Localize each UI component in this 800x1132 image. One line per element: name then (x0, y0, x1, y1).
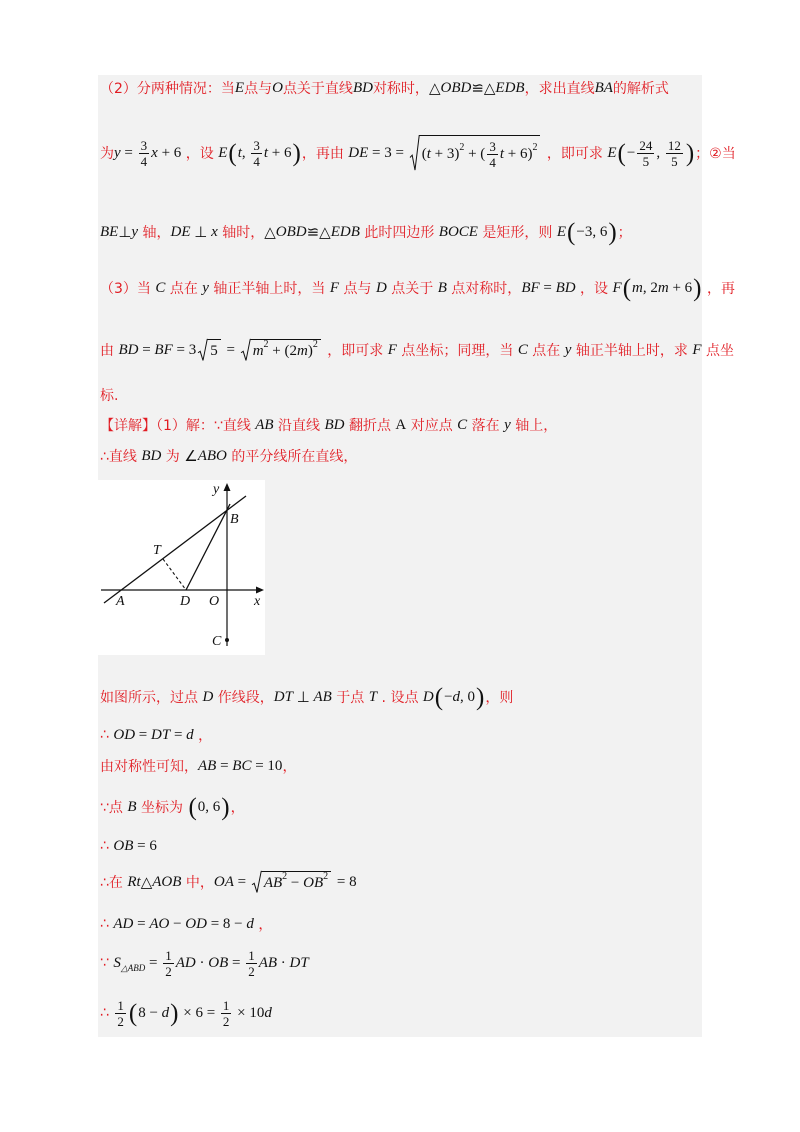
math-variable: y (114, 144, 121, 161)
math-symbol: · (277, 954, 290, 971)
math-variable: BD (352, 79, 373, 96)
text-segment: 于点 (331, 690, 369, 706)
fraction-numerator (221, 998, 232, 1014)
text-segment: （2）分两种情况：当 (100, 81, 235, 97)
text-segment: 由 (100, 343, 119, 359)
math-symbol: △ (140, 874, 153, 891)
bracket: ) (693, 274, 702, 302)
fraction (251, 138, 262, 169)
text-segment: 是矩形，则 (477, 225, 557, 241)
math-variable: AD (175, 954, 196, 971)
label-point-c: C (212, 634, 222, 649)
math-symbol: 4 (140, 153, 148, 169)
math-variable: E (218, 144, 228, 161)
fraction-denominator (669, 154, 680, 169)
math-symbol: A (395, 416, 407, 433)
text-segment: ∴在 (100, 875, 128, 891)
math-variable: d (264, 1004, 272, 1021)
text-segment: ，求出直线 (524, 81, 595, 97)
math-symbol: + 6 (668, 279, 693, 296)
text-segment: 点在 (165, 281, 203, 297)
math-symbol: 3 (253, 137, 260, 153)
fraction-numerator (251, 138, 262, 154)
label-point-t: T (153, 543, 161, 558)
math-variable: C (155, 279, 166, 296)
solution-line-4 (100, 266, 735, 310)
math-variable: t (499, 146, 504, 162)
fraction (666, 138, 683, 169)
fraction-denominator (139, 154, 150, 169)
math-variable: AOB (152, 873, 182, 890)
math-variable: F (612, 279, 622, 296)
fraction (246, 948, 257, 979)
text-segment: 【详解】（1）解：∵直线 (100, 418, 256, 434)
text-segment: ，设 (181, 146, 219, 162)
math-variable: B (127, 798, 137, 815)
math-variable: DE (348, 144, 369, 161)
math-variable: F (692, 341, 702, 358)
bracket: ) (170, 999, 179, 1027)
text-segment: ，即可求 (542, 146, 608, 162)
math-variable: m (657, 279, 669, 296)
fraction-denominator (115, 1014, 126, 1029)
fraction (163, 948, 174, 979)
math-variable: D (422, 688, 434, 705)
math-variable: B (437, 279, 447, 296)
math-variable: EDB (495, 79, 525, 96)
math-variable: t (426, 146, 431, 162)
text-segment: ∴ (100, 916, 114, 932)
text-segment: 为 (100, 146, 114, 162)
math-symbol: = (135, 726, 151, 743)
math-variable: OB (113, 837, 134, 854)
math-symbol: ⊥ (118, 224, 132, 241)
label-point-b: B (230, 512, 239, 527)
text-segment: ，再 (702, 281, 735, 297)
text-segment: 为 (161, 449, 185, 465)
text-segment: 轴， (138, 225, 171, 241)
math-symbol: , (656, 144, 664, 161)
solution-line-12 (100, 785, 245, 829)
radical-sign (410, 135, 420, 171)
math-variable: m (297, 343, 308, 359)
math-variable: y (202, 279, 209, 296)
square-root (410, 135, 541, 171)
math-symbol: ∠ (184, 448, 198, 465)
math-variable: x (151, 144, 158, 161)
math-variable: E (556, 223, 567, 240)
label-x-axis: x (254, 594, 261, 609)
math-variable: d (246, 915, 254, 932)
math-symbol: 5 (210, 343, 218, 359)
math-variable: BF (521, 279, 540, 296)
math-symbol: = 8 − (206, 915, 247, 932)
math-symbol: = (539, 279, 556, 296)
text-segment: （3）当 (100, 281, 156, 297)
math-symbol: , 2 (642, 279, 658, 296)
text-segment: 由对称性可知， (100, 759, 198, 775)
math-symbol: × 6 = (179, 1004, 219, 1021)
math-variable: x (211, 223, 218, 240)
math-variable: t (263, 144, 269, 161)
math-symbol: × 10 (233, 1004, 265, 1021)
solution-line-8 (100, 434, 357, 478)
text-segment: ∵点 (100, 800, 128, 816)
text-segment: 的平分线所在直线， (226, 449, 358, 465)
text-segment: 作线段， (213, 690, 274, 706)
text-segment: 对称时， (372, 81, 429, 97)
fraction-numerator (139, 138, 150, 154)
fraction (487, 139, 498, 170)
math-variable: BC (232, 757, 252, 774)
math-symbol: ( (421, 146, 427, 162)
math-symbol: , 0 (460, 688, 476, 705)
solution-line-17 (100, 991, 272, 1035)
math-variable: BF (154, 341, 173, 358)
bracket: ) (608, 218, 617, 246)
math-variable: F (329, 279, 340, 296)
math-symbol: −3, 6 (576, 223, 608, 240)
math-symbol: + 6) (503, 146, 533, 162)
solution-line-11 (100, 744, 296, 788)
math-variable: BD (141, 447, 162, 464)
math-variable: AB (198, 757, 217, 774)
text-segment: ， (230, 800, 245, 816)
text-segment: 的解析式 (612, 81, 669, 97)
math-symbol: = (138, 341, 155, 358)
math-symbol: = (233, 873, 250, 890)
math-symbol: · (195, 954, 209, 971)
text-segment: 落在 (467, 418, 505, 434)
text-segment: ， (282, 759, 297, 775)
math-symbol: 2 (222, 1013, 230, 1029)
math-variable: OA (213, 873, 234, 890)
math-variable: C (457, 416, 468, 433)
math-symbol: 3 (489, 139, 496, 154)
solution-line-14 (100, 860, 357, 904)
text-segment: 此时四边形 (359, 225, 439, 241)
math-variable: BD (118, 341, 139, 358)
bracket: ( (434, 683, 444, 711)
math-symbol: 8 − (138, 1004, 162, 1021)
math-variable: F (387, 341, 397, 358)
text-segment: 轴正半轴上时，求 (571, 343, 693, 359)
math-variable: AB (263, 875, 283, 891)
math-variable: m (632, 279, 643, 296)
math-symbol: = (216, 757, 233, 774)
label-point-o: O (209, 594, 220, 609)
radicand (262, 871, 331, 893)
math-symbol: 5 (671, 153, 678, 169)
math-symbol: 0, 6 (197, 798, 221, 815)
math-variable: t (237, 144, 242, 161)
math-symbol: = 8 (333, 873, 357, 890)
math-variable: ABO (197, 447, 227, 464)
math-variable: OD (185, 915, 207, 932)
superscript: 2 (282, 871, 288, 882)
math-symbol: = 6 (133, 837, 157, 854)
text-segment: ，则 (485, 690, 514, 706)
label-point-d: D (180, 594, 191, 609)
math-variable: DT (273, 688, 293, 705)
math-symbol: − (169, 915, 186, 932)
math-symbol: = 10 (251, 757, 283, 774)
math-variable: y (131, 223, 139, 240)
bracket: ( (567, 218, 576, 246)
square-root (252, 871, 331, 893)
text-segment: 标. (100, 388, 119, 404)
text-segment: ，再由 (301, 146, 349, 162)
text-segment: 点坐标；同理，当 (396, 343, 518, 359)
text-segment: ，设 (575, 281, 613, 297)
text-segment: 轴时， (217, 225, 265, 241)
fraction-numerator (637, 138, 654, 154)
bracket: ( (228, 139, 237, 167)
math-symbol: = (170, 726, 187, 743)
fraction (637, 138, 654, 169)
math-symbol: = 3 (172, 341, 197, 358)
superscript: 2 (323, 871, 329, 882)
math-symbol: ) (307, 343, 313, 359)
math-symbol: 4 (489, 155, 496, 170)
math-symbol: (2 (284, 343, 297, 359)
math-variable: AB (255, 416, 274, 433)
fraction (221, 998, 232, 1029)
fraction-numerator (163, 948, 174, 964)
math-symbol: ⊥ (190, 224, 212, 241)
text-segment: ∴直线 (100, 449, 142, 465)
math-variable: E (607, 144, 617, 161)
math-symbol: 1 (165, 947, 172, 963)
superscript: 2 (312, 339, 318, 350)
text-segment: ，即可求 (322, 343, 388, 359)
text-segment: ， (253, 917, 273, 933)
math-symbol: 2 (248, 963, 255, 979)
math-variable: OB (303, 875, 324, 891)
bracket: ) (476, 683, 485, 711)
math-variable: AB (313, 688, 332, 705)
math-variable: BE (100, 223, 119, 240)
fraction-denominator (251, 154, 262, 169)
solution-line-2 (100, 131, 736, 175)
math-variable: AD (113, 915, 134, 932)
bracket: ( (622, 274, 632, 302)
text-segment: 点与 (244, 81, 273, 97)
math-variable: AO (149, 915, 170, 932)
radical-sign (241, 339, 251, 361)
text-segment: 轴上， (510, 418, 558, 434)
math-variable: DE (170, 223, 191, 240)
math-variable: T (368, 688, 378, 705)
solution-line-1 (100, 66, 669, 110)
bracket: ( (128, 999, 138, 1027)
math-variable: BOCE (438, 223, 478, 240)
text-segment: 点关于 (386, 281, 438, 297)
superscript: 2 (532, 142, 538, 153)
math-symbol: 2 (165, 963, 172, 979)
math-symbol: = (133, 915, 150, 932)
text-segment: ∵ (100, 955, 114, 971)
fraction-numerator (487, 139, 498, 155)
math-variable: d (186, 726, 194, 743)
fraction-denominator (641, 154, 652, 169)
math-variable: O (272, 79, 283, 96)
math-symbol: 2 (117, 1013, 124, 1029)
radicand (251, 339, 321, 361)
fraction-denominator (163, 964, 174, 979)
solution-line-3 (100, 210, 632, 254)
math-symbol: = (145, 954, 162, 971)
math-symbol: − (287, 875, 304, 891)
math-symbol: 1 (117, 997, 124, 1013)
math-variable: DT (151, 726, 171, 743)
math-symbol: 24 (639, 137, 653, 153)
math-symbol: + 6 (268, 144, 292, 161)
math-variable: EDB (330, 223, 360, 240)
math-symbol: 3 (140, 137, 148, 153)
math-symbol: − (444, 688, 453, 705)
math-variable: BD (555, 279, 576, 296)
math-symbol: − (626, 144, 636, 161)
math-symbol: = (222, 341, 239, 358)
math-symbol: + 6 (157, 144, 182, 161)
math-variable: BA (594, 79, 613, 96)
text-segment: ； (617, 225, 632, 241)
bracket: ) (685, 139, 695, 167)
fraction (115, 998, 126, 1029)
text-segment: 点与 (339, 281, 376, 297)
text-segment: 轴正半轴上时，当 (208, 281, 330, 297)
text-segment: 对应点 (406, 418, 458, 434)
text-segment: 翻折点 (344, 418, 396, 434)
radical-sign (198, 339, 208, 361)
math-variable: BD (324, 416, 345, 433)
bracket: ( (617, 139, 626, 167)
math-variable: D (202, 688, 214, 705)
math-symbol: + 3) (430, 146, 460, 162)
math-variable: OB (208, 954, 229, 971)
label-y-axis: y (213, 482, 220, 497)
math-symbol: 12 (667, 137, 681, 153)
text-segment: 沿直线 (273, 418, 325, 434)
math-variable: OD (113, 726, 136, 743)
math-variable: OBD (440, 79, 472, 96)
math-symbol: 1 (248, 947, 255, 963)
math-variable: d (452, 688, 461, 705)
math-symbol: ≌△ (306, 224, 331, 241)
bracket: ) (292, 139, 301, 167)
bracket: ) (221, 793, 230, 821)
text-segment: . 设点 (377, 690, 423, 706)
math-variable: Rt (127, 873, 141, 890)
radicand (208, 339, 221, 361)
math-symbol: △ (428, 80, 441, 97)
math-variable: d (161, 1004, 170, 1021)
solution-line-5 (100, 328, 734, 372)
square-root (198, 339, 221, 361)
radical-sign (252, 871, 262, 893)
text-segment: 点坐 (701, 343, 734, 359)
label-point-a: A (116, 594, 125, 609)
solution-line-16 (100, 941, 309, 985)
fraction-denominator (487, 155, 498, 170)
math-symbol: = (120, 144, 137, 161)
fraction (139, 138, 150, 169)
fraction-denominator (221, 1014, 232, 1029)
math-variable: D (375, 279, 387, 296)
math-symbol: ⊥ (292, 689, 314, 706)
square-root (241, 339, 321, 361)
text-segment: ， (193, 728, 213, 744)
math-variable: y (504, 416, 511, 433)
math-symbol: ≌△ (471, 80, 496, 97)
math-symbol: + ( (464, 146, 486, 162)
math-symbol: = (228, 954, 245, 971)
text-segment: ∴ (100, 838, 114, 854)
superscript: 2 (263, 339, 269, 350)
text-segment: ∴ (100, 727, 114, 743)
text-segment: 中， (181, 875, 214, 891)
text-segment: 如图所示，过点 (100, 690, 203, 706)
text-segment: 点关于直线 (282, 81, 353, 97)
text-segment: ∴ (100, 1005, 114, 1021)
text-segment: 坐标为 (136, 800, 188, 816)
radicand (420, 135, 541, 171)
math-variable: E (234, 79, 245, 96)
math-variable: S (113, 954, 121, 971)
math-variable: AB (258, 954, 278, 971)
math-variable: OBD (275, 223, 307, 240)
superscript: 2 (459, 142, 465, 153)
fraction-numerator (246, 948, 257, 964)
math-symbol: , (241, 144, 250, 161)
fraction-numerator (666, 138, 683, 154)
text-segment: 点在 (527, 343, 565, 359)
text-segment: ；②当 (695, 146, 736, 162)
math-variable: C (517, 341, 528, 358)
text-segment: 点对称时， (446, 281, 522, 297)
bracket: ( (188, 793, 197, 821)
math-variable: m (252, 343, 264, 359)
math-symbol: △ (264, 224, 276, 241)
math-symbol: + (268, 343, 285, 359)
math-symbol: = 3 = (368, 144, 408, 161)
subscript: △ABD (120, 962, 146, 973)
math-symbol: 5 (642, 153, 650, 169)
math-variable: DT (289, 954, 309, 971)
fraction-denominator (246, 964, 257, 979)
fraction-numerator (115, 998, 126, 1014)
solution-line-15 (100, 902, 272, 946)
math-variable: y (564, 341, 572, 358)
math-symbol: 1 (222, 997, 230, 1013)
math-symbol: 4 (253, 153, 260, 169)
